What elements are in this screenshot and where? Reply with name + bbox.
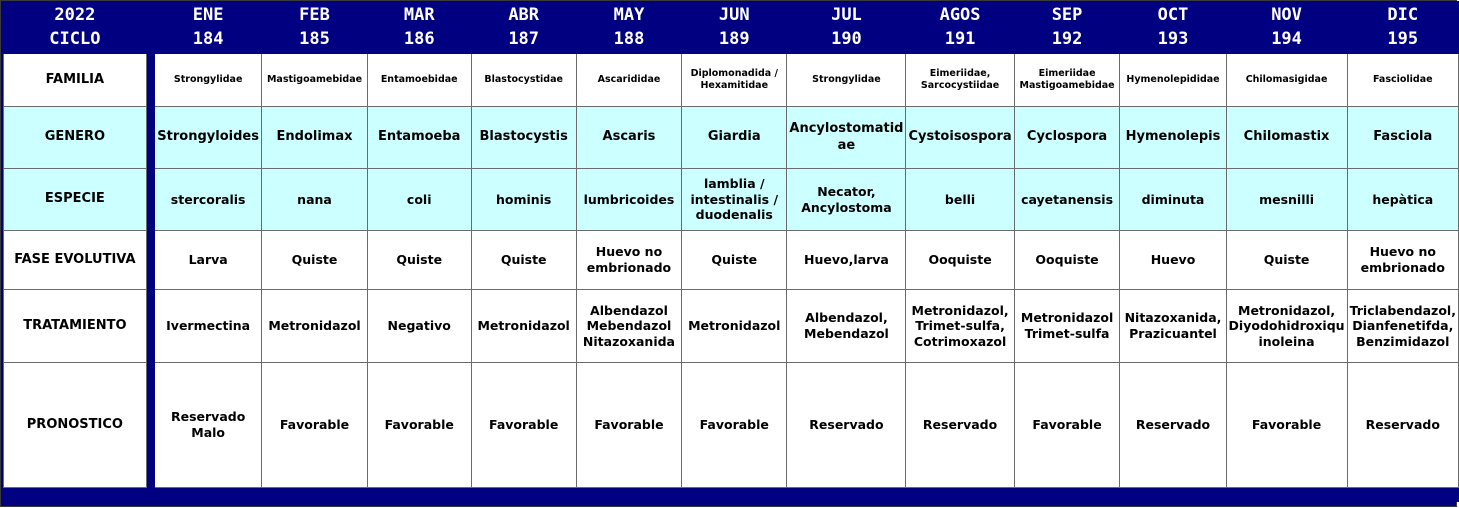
table-cell: lamblia / intestinalis / duodenalis xyxy=(682,169,787,231)
row-label: TRATAMIENTO xyxy=(4,290,147,363)
table-cell: Metronidazol, Trimet-sulfa, Cotrimoxazol xyxy=(906,290,1014,363)
ciclo-label: CICLO xyxy=(49,28,101,49)
table-cell: Cystoisospora xyxy=(906,107,1014,169)
table-cell: Eimeriidae, Sarcocystiidae xyxy=(906,54,1014,107)
row-genero xyxy=(4,107,1459,169)
table-cell: Favorable xyxy=(1226,363,1347,488)
month-header: JUL 190 xyxy=(787,2,906,54)
row-pronostico xyxy=(4,363,1459,488)
row-label: GENERO xyxy=(4,107,147,169)
table-cell: Entamoebidae xyxy=(367,54,471,107)
table-cell: Albendazol, Mebendazol xyxy=(787,290,906,363)
table-cell: Reservado xyxy=(787,363,906,488)
table-cell: mesnilli xyxy=(1226,169,1347,231)
table-cell: Hymenolepis xyxy=(1120,107,1226,169)
footer-bar xyxy=(4,488,1459,502)
separator xyxy=(146,169,154,231)
table-cell: Quiste xyxy=(682,231,787,290)
separator xyxy=(146,107,154,169)
table-cell: Albendazol Mebendazol Nitazoxanida xyxy=(576,290,681,363)
separator xyxy=(146,363,154,488)
table-cell: Favorable xyxy=(367,363,471,488)
separator xyxy=(146,2,154,54)
year-cycle-header xyxy=(4,2,147,54)
row-label: PRONOSTICO xyxy=(4,363,147,488)
table-cell: Ascaris xyxy=(576,107,681,169)
table-cell: Triclabendazol, Dianfenetifda, Benzimidazol xyxy=(1347,290,1458,363)
table-cell: cayetanensis xyxy=(1014,169,1120,231)
row-fase-evolutiva xyxy=(4,231,1459,290)
table-cell: stercoralis xyxy=(155,169,262,231)
table-cell: nana xyxy=(262,169,368,231)
table-cell: Negativo xyxy=(367,290,471,363)
table-cell: Quiste xyxy=(262,231,368,290)
table-cell: Fasciolidae xyxy=(1347,54,1458,107)
table-cell: Hymenolepididae xyxy=(1120,54,1226,107)
month-header: FEB 185 xyxy=(262,2,368,54)
table-cell: Strongylidae xyxy=(155,54,262,107)
month-header: MAR 186 xyxy=(367,2,471,54)
table-cell: Huevo no embrionado xyxy=(1347,231,1458,290)
table-cell: Huevo no embrionado xyxy=(576,231,681,290)
table-cell: Endolimax xyxy=(262,107,368,169)
table-cell: Reservado xyxy=(1120,363,1226,488)
table-cell: Reservado xyxy=(1347,363,1458,488)
table-cell: Metronidazol xyxy=(682,290,787,363)
table-cell: Favorable xyxy=(262,363,368,488)
month-header: ENE 184 xyxy=(155,2,262,54)
table-cell: Favorable xyxy=(682,363,787,488)
table-cell: Ooquiste xyxy=(1014,231,1120,290)
footer-band xyxy=(4,488,1459,502)
month-header: OCT 193 xyxy=(1120,2,1226,54)
separator xyxy=(146,54,154,107)
table-cell: Fasciola xyxy=(1347,107,1458,169)
table-cell: Quiste xyxy=(471,231,576,290)
table-cell: Blastocystis xyxy=(471,107,576,169)
table-cell: Nitazoxanida, Prazicuantel xyxy=(1120,290,1226,363)
table-cell: Metronidazol Trimet-sulfa xyxy=(1014,290,1120,363)
table-cell: Necator, Ancylostoma xyxy=(787,169,906,231)
month-header: DIC 195 xyxy=(1347,2,1458,54)
table-cell: Ivermectina xyxy=(155,290,262,363)
row-especie xyxy=(4,169,1459,231)
month-header: AGOS 191 xyxy=(906,2,1014,54)
row-label: FASE EVOLUTIVA xyxy=(4,231,147,290)
table-cell: Chilomastix xyxy=(1226,107,1347,169)
table-cell: Quiste xyxy=(367,231,471,290)
table-cell: lumbricoides xyxy=(576,169,681,231)
table-cell: coli xyxy=(367,169,471,231)
row-familia xyxy=(4,54,1459,107)
table-cell: Giardia xyxy=(682,107,787,169)
table-cell: hepàtica xyxy=(1347,169,1458,231)
table-cell: Ascarididae xyxy=(576,54,681,107)
table-cell: Favorable xyxy=(576,363,681,488)
table-cell: Entamoeba xyxy=(367,107,471,169)
table-cell: Reservado xyxy=(906,363,1014,488)
month-header: MAY 188 xyxy=(576,2,681,54)
table-cell: Chilomasigidae xyxy=(1226,54,1347,107)
month-header: NOV 194 xyxy=(1226,2,1347,54)
row-label: FAMILIA xyxy=(4,54,147,107)
table-cell: Ancylostomatid ae xyxy=(787,107,906,169)
table-cell: Huevo xyxy=(1120,231,1226,290)
table-cell: Metronidazol xyxy=(471,290,576,363)
table-cell: hominis xyxy=(471,169,576,231)
table-cell: Metronidazol, Diyodohidroxiqu inoleina xyxy=(1226,290,1347,363)
table-cell: Strongylidae xyxy=(787,54,906,107)
table-cell: Metronidazol xyxy=(262,290,368,363)
table-cell: Larva xyxy=(155,231,262,290)
table-cell: Cyclospora xyxy=(1014,107,1120,169)
row-label: ESPECIE xyxy=(4,169,147,231)
table-cell: Ooquiste xyxy=(906,231,1014,290)
month-header: JUN 189 xyxy=(682,2,787,54)
table-cell: Eimeriidae Mastigoamebidae xyxy=(1014,54,1120,107)
parasite-table xyxy=(3,1,1459,502)
month-header: SEP 192 xyxy=(1014,2,1120,54)
month-header: ABR 187 xyxy=(471,2,576,54)
separator xyxy=(146,290,154,363)
table-cell: Quiste xyxy=(1226,231,1347,290)
table-cell: Diplomonadida / Hexamitidae xyxy=(682,54,787,107)
table-cell: Blastocystidae xyxy=(471,54,576,107)
table-cell: Strongyloides xyxy=(155,107,262,169)
table-cell: belli xyxy=(906,169,1014,231)
row-tratamiento xyxy=(4,290,1459,363)
table-cell: Favorable xyxy=(471,363,576,488)
year-label: 2022 xyxy=(54,4,96,25)
header-row xyxy=(4,2,1459,54)
table-cell: Mastigoamebidae xyxy=(262,54,368,107)
separator xyxy=(146,231,154,290)
table-cell: Huevo,larva xyxy=(787,231,906,290)
table-cell: diminuta xyxy=(1120,169,1226,231)
table-cell: Favorable xyxy=(1014,363,1120,488)
table-cell: Reservado Malo xyxy=(155,363,262,488)
